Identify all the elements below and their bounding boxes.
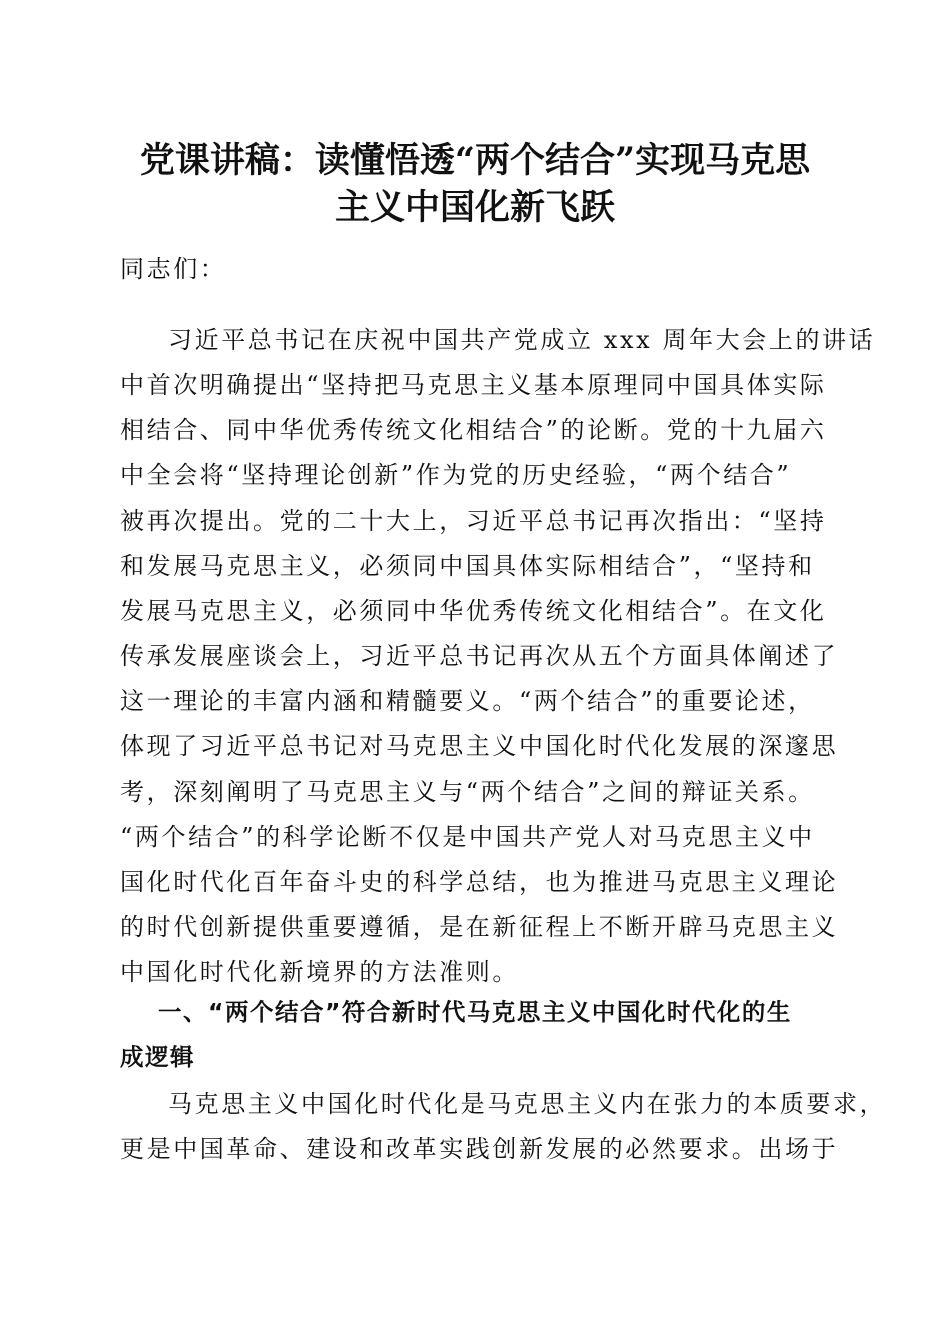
section-heading-1-line-1: 一、“两个结合”符合新时代马克思主义中国化时代化的生: [158, 998, 792, 1026]
paragraph-1-line: 中国化时代化新境界的方法准则。: [120, 958, 519, 986]
section-heading-1-line-2: 成逻辑: [120, 1043, 195, 1071]
document-title-line-2: 主义中国化新飞跃: [334, 187, 615, 228]
paragraph-1-line: 考，深刻阐明了马克思主义与“两个结合”之间的辩证关系。: [120, 778, 815, 806]
paragraph-1-line: 传承发展座谈会上，习近平总书记再次从五个方面具体阐述了: [120, 642, 839, 670]
paragraph-1-line: 中首次明确提出“坚持把马克思主义基本原理同中国具体实际: [120, 371, 827, 399]
document-title-line-1: 党课讲稿：读懂悟透“两个结合”实现马克思: [139, 140, 811, 181]
paragraph-1-line: 国化时代化百年奋斗史的科学总结，也为推进马克思主义理论: [120, 868, 839, 896]
paragraph-1-line: 发展马克思主义，必须同中华优秀传统文化相结合”。在文化: [120, 597, 827, 625]
paragraph-1-line: 体现了习近平总书记对马克思主义中国化时代化发展的深邃思: [120, 732, 839, 760]
paragraph-1-line: 这一理论的丰富内涵和精髓要义。“两个结合”的重要论述，: [120, 687, 815, 715]
paragraph-1-line: 习近平总书记在庆祝中国共产党成立 xxx 周年大会上的讲话: [168, 326, 876, 354]
salutation: 同志们：: [120, 255, 227, 283]
paragraph-2-line: 马克思主义中国化时代化是马克思主义内在张力的本质要求，: [168, 1090, 887, 1118]
paragraph-1-line: 相结合、同中华优秀传统文化相结合”的论断。党的十九届六: [120, 416, 827, 444]
paragraph-1-line: 中全会将“坚持理论创新”作为党的历史经验，“两个结合”: [120, 461, 792, 489]
paragraph-1-line: 的时代创新提供重要遵循，是在新征程上不断开辟马克思主义: [120, 913, 839, 941]
paragraph-1-line: 被再次提出。党的二十大上，习近平总书记再次指出：“坚持: [120, 507, 827, 535]
paragraph-2-line: 更是中国革命、建设和改革实践创新发展的必然要求。出场于: [120, 1135, 839, 1163]
paragraph-1-line: 和发展马克思主义，必须同中国具体实际相结合”，“坚持和: [120, 552, 815, 580]
paragraph-1-line: “两个结合”的科学论断不仅是中国共产党人对马克思主义中: [120, 823, 815, 851]
